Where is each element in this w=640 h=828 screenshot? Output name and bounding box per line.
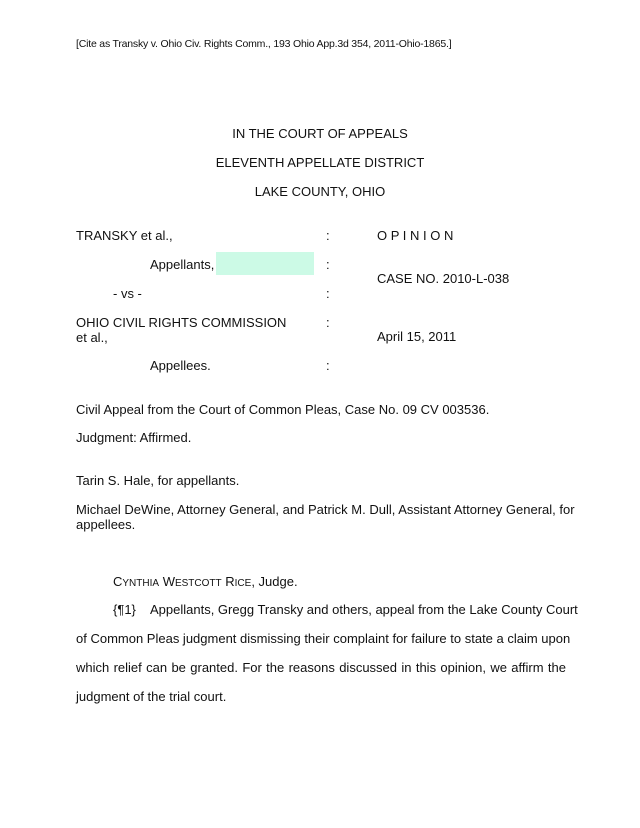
judge-name-part: ESTCOTT	[174, 578, 222, 589]
caption-colon: :	[326, 228, 330, 243]
opinion-label: O P I N I O N	[377, 228, 454, 243]
judge-name-part: YNTHIA	[122, 578, 160, 589]
judge-name	[113, 574, 298, 589]
highlight-box	[216, 252, 314, 275]
caption-colon: :	[326, 286, 330, 301]
judge-name-part: ICE	[234, 578, 252, 589]
civil-appeal-line: Civil Appeal from the Court of Common Pleas, Case No. 09 CV 003536.	[76, 402, 490, 417]
appellees-counsel: Michael DeWine, Attorney General, and Patrick M. Dull, Assistant Attorney General, for	[76, 502, 575, 517]
appellees-counsel-cont: appellees.	[76, 517, 136, 532]
versus-label: - vs -	[113, 286, 142, 301]
caption-colon: :	[326, 315, 330, 330]
caption-colon: :	[326, 358, 330, 373]
decision-date: April 15, 2011	[377, 329, 457, 344]
court-name: IN THE COURT OF APPEALS	[232, 126, 408, 141]
judge-initial: R	[225, 574, 235, 589]
paragraph-marker: {¶1}	[113, 602, 136, 617]
judge-title: , Judge.	[251, 574, 298, 589]
plaintiff-role: Appellants,	[150, 257, 215, 272]
citation-header: [Cite as Transky v. Ohio Civ. Rights Comm., 193 Ohio App.3d 354, 2011-Ohio-1865.]	[76, 38, 452, 50]
defendant-name: OHIO CIVIL RIGHTS COMMISSION	[76, 315, 287, 330]
appellate-district: ELEVENTH APPELLATE DISTRICT	[215, 155, 425, 170]
judge-initial: W	[162, 574, 175, 589]
appellants-counsel: Tarin S. Hale, for appellants.	[76, 473, 240, 488]
paragraph-line: of Common Pleas judgment dismissing their complaint for failure to state a claim upon	[76, 631, 571, 646]
case-number: CASE NO. 2010-L-038	[377, 271, 510, 286]
county: LAKE COUNTY, OHIO	[254, 184, 386, 199]
judge-initial: C	[113, 574, 123, 589]
caption-colon: :	[326, 257, 330, 272]
plaintiff-name: TRANSKY et al.,	[76, 228, 173, 243]
paragraph-line: Appellants, Gregg Transky and others, appeal from the Lake County Court	[150, 602, 578, 617]
paragraph-line: which relief can be granted. For the reasons discussed in this opinion, we affirm the	[76, 660, 566, 675]
paragraph-line: judgment of the trial court.	[76, 689, 227, 704]
judgment-line: Judgment: Affirmed.	[76, 430, 192, 445]
defendant-name-cont: et al.,	[76, 330, 108, 345]
defendant-role: Appellees.	[150, 358, 211, 373]
